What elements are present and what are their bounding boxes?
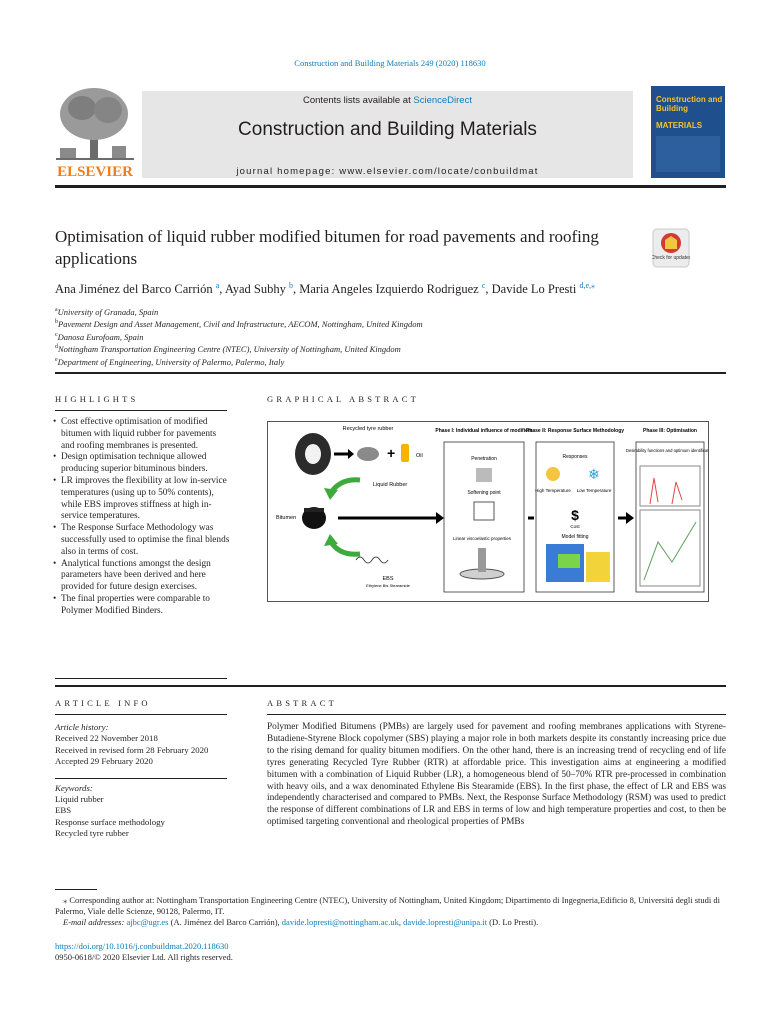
email-line: E-mail addresses: ajbc@ugr.es (A. Jiménez del Barco Carrión), davide.lopresti@nottingham.ac.uk, davide.lopresti@unipa.it (D. Lo Presti). bbox=[63, 917, 539, 927]
mid-rule bbox=[55, 685, 726, 687]
desirability-plot bbox=[640, 466, 700, 506]
affiliation-list bbox=[55, 305, 423, 367]
email-link[interactable]: davide.lopresti@nottingham.ac.uk bbox=[281, 917, 399, 927]
title-rule bbox=[55, 372, 726, 374]
author-mark[interactable]: b bbox=[288, 281, 293, 290]
history-label: Article history: bbox=[55, 722, 109, 732]
elsevier-wordmark: ELSEVIER bbox=[57, 164, 133, 180]
copyright: 0950-0618/© 2020 Elsevier Ltd. All rights reserved. bbox=[55, 952, 233, 962]
author-name[interactable]: Ayad Subhy bbox=[224, 282, 286, 297]
ga-cost: Cost bbox=[570, 524, 580, 529]
affiliation: $^e$Department of Engineering, University of Palermo, Palermo, Italy bbox=[55, 356, 285, 367]
cover-title-materials: MATERIALS bbox=[656, 121, 703, 130]
affiliation: $^c$Danosa Eurofoam, Spain bbox=[55, 331, 144, 342]
author-name[interactable]: Ana Jiménez del Barco Carrión bbox=[55, 282, 213, 297]
keyword: EBS bbox=[55, 805, 72, 816]
author-mark[interactable]: d,e,⁎ bbox=[579, 281, 596, 290]
keyword: Response surface methodology bbox=[55, 816, 165, 827]
accepted-date: Accepted 29 February 2020 bbox=[55, 756, 153, 767]
highlight-item: • The Response Surface Methodology was successfully used to optimise the final blends also in terms of cost. bbox=[52, 523, 230, 558]
article-title: Optimisation of liquid rubber modified bitumen for road pavements and roofing applications bbox=[55, 227, 599, 268]
highlights-rule bbox=[55, 410, 227, 411]
highlight-item: • LR improves the flexibility at low in-service temperatures (using up to 50% contents), while EBS improves stiffness at high in-service temperatures. bbox=[52, 476, 230, 523]
sciencedirect-link[interactable]: ScienceDirect bbox=[413, 95, 472, 106]
ga-ebs: EBS bbox=[382, 576, 394, 582]
article-info-heading: ARTICLE INFO bbox=[55, 698, 151, 708]
ga-phase2: Phase II: Response Surface Methodology bbox=[525, 428, 625, 434]
article-info-rule bbox=[55, 714, 227, 715]
cover-title: Construction and Building bbox=[656, 95, 723, 113]
highlights-list bbox=[52, 417, 230, 618]
email-link[interactable]: davide.lopresti@unipa.it bbox=[403, 917, 488, 927]
svg-text:+: + bbox=[387, 445, 396, 461]
footnote-rule bbox=[55, 889, 97, 890]
ga-penetration: Penetration bbox=[471, 456, 497, 462]
author-name[interactable]: Maria Angeles Izquierdo Rodriguez bbox=[299, 282, 479, 297]
ga-liquid-rubber: Liquid Rubber bbox=[373, 482, 408, 488]
ga-softening: Softening point bbox=[467, 490, 501, 496]
revised-date: Received in revised form 28 February 2020 bbox=[55, 744, 209, 755]
keywords-label: Keywords: bbox=[55, 782, 93, 793]
oil-icon bbox=[401, 444, 409, 462]
keyword: Liquid rubber bbox=[55, 794, 104, 805]
surface-plot-2 bbox=[586, 552, 610, 582]
contents-prefix: Contents lists available at bbox=[303, 95, 414, 106]
author-list: Ana Jiménez del Barco Carrión $^a$, Ayad Subhy $^b$, Maria Angeles Izquierdo Rodriguez $^c$, Davide Lo Presti $^{d,e,⁎}$ bbox=[55, 281, 596, 297]
bitumen-bucket-icon bbox=[302, 507, 326, 529]
ga-recycled-rubber: Recycled tyre rubber bbox=[342, 426, 394, 432]
article-info bbox=[55, 722, 227, 840]
check-for-updates-badge[interactable] bbox=[652, 228, 690, 268]
ga-low-temp: Low Temperature bbox=[576, 488, 612, 493]
doi-block bbox=[55, 941, 233, 963]
graphical-abstract-heading: GRAPHICAL ABSTRACT bbox=[267, 394, 419, 404]
highlights-heading: HIGHLIGHTS bbox=[55, 394, 139, 404]
doi-link[interactable]: https://doi.org/10.1016/j.conbuildmat.2020.118630 bbox=[55, 941, 229, 951]
highlight-item: • The final properties were comparable to Polymer Modified Binders. bbox=[52, 594, 230, 618]
received-date: Received 22 November 2018 bbox=[55, 733, 158, 744]
ga-desirability: Desirability functions and optimum identification bbox=[625, 448, 708, 453]
author-mark[interactable]: a bbox=[215, 281, 220, 290]
elsevier-logo bbox=[54, 86, 136, 182]
snowflake-icon: ❄ bbox=[588, 466, 600, 482]
rubber-crumb-icon bbox=[357, 447, 379, 461]
affiliation: $^d$Nottingham Transportation Engineering Centre (NTEC), University of Nottingham, United Kingdom bbox=[55, 344, 401, 355]
journal-homepage[interactable]: journal homepage: www.elsevier.com/locate/conbuildmat bbox=[236, 166, 539, 177]
journal-citation[interactable]: Construction and Building Materials 249 (2020) 118630 bbox=[294, 58, 486, 68]
ga-bitumen: Bitumen bbox=[276, 515, 297, 521]
dollar-icon: $ bbox=[571, 507, 579, 523]
journal-title: Construction and Building Materials bbox=[238, 119, 537, 140]
ga-ebs-sub: Ethylene Bis Stearamide bbox=[366, 583, 410, 588]
cover-image bbox=[656, 136, 720, 172]
abstract-heading: ABSTRACT bbox=[267, 698, 337, 708]
affiliation: $^b$Pavement Design and Asset Management, Civil and Infrastructure, AECOM, Nottingham, United Kingdom bbox=[55, 319, 423, 330]
sun-icon bbox=[546, 467, 560, 481]
abstract-text: Polymer Modified Bitumens (PMBs) are largely used for pavement and roofing membranes applications with Styrene-Butadiene-Styrene Block copolymer (SBS) playing a major role in both markets despite its constantly increasing price due to the rising demand for quality bitumen modifiers. On the other hand, there is an increasing trend of recycling end of life tyres generating Recycled Tyre Rubber (RTR) at affordable price. This investigation aims at engineering a modified bitumen with a combination of Liquid Rubber (LR), a homogeneous blend of 50–70% RTR pre-processed in combination with heavy oils, and a wax denominated Ethylene Bis Stearamide (EBS). In the first phase, the effect of LR and EBS was independently characterised and compared to PMBs. Next, the Response Surface Methodology (RSM) was used to predict the response of different combinations of LR and EBS in terms of low and high temperature properties and cost, to then be optimised targeting conventional and rheological properties of PMBs bbox=[267, 722, 726, 828]
highlight-item: • Cost effective optimisation of modified bitumen with liquid rubber for pavements and roofing membranes is presented. bbox=[52, 417, 230, 452]
highlight-item: • Analytical functions amongst the design parameters have been derived and here provided for future design exercises. bbox=[52, 559, 230, 594]
ga-linear-visco: Linear viscoelastic properties bbox=[452, 536, 512, 541]
ga-oil: Oil bbox=[416, 453, 423, 459]
affiliation: $^a$University of Granada, Spain bbox=[55, 306, 159, 317]
journal-cover bbox=[651, 86, 725, 178]
corresponding-author: ⁎ Corresponding author at: Nottingham Transportation Engineering Centre (NTEC), University of Nottingham, United Kingdom; Dipartimento di Ingegneria,Edificio 8, Universitá degli studi di Palermo, Viale delle Scienze, 90128, Palermo, IT. bbox=[55, 895, 720, 916]
highlight-item: • Design optimisation technique allowed producing superior bituminous binders. bbox=[52, 452, 230, 476]
ga-responses: Responses bbox=[562, 454, 588, 460]
ga-model-fitting: Model fitting bbox=[561, 534, 589, 540]
abstract-rule bbox=[267, 714, 726, 715]
graphical-abstract-figure[interactable] bbox=[267, 421, 709, 602]
footnotes bbox=[55, 895, 726, 928]
ga-high-temp: High Temperature bbox=[535, 488, 571, 493]
ga-phase1: Phase I: Individual influence of modifiers bbox=[435, 428, 533, 434]
check-updates-label: Check for updates bbox=[652, 255, 690, 261]
header-rule bbox=[55, 185, 726, 188]
keywords-rule bbox=[55, 778, 227, 779]
author-name[interactable]: Davide Lo Presti bbox=[491, 282, 577, 297]
keyword: Recycled tyre rubber bbox=[55, 828, 129, 839]
email-link[interactable]: ajbc@ugr.es bbox=[126, 917, 169, 927]
optimum-plot bbox=[640, 510, 700, 586]
ga-phase3: Phase III: Optimisation bbox=[643, 428, 697, 434]
phase3-box bbox=[636, 442, 704, 592]
author-mark[interactable]: c bbox=[481, 281, 486, 290]
highlights-end-rule bbox=[55, 678, 227, 679]
tyre-icon bbox=[295, 433, 331, 475]
contents-line bbox=[142, 95, 633, 106]
